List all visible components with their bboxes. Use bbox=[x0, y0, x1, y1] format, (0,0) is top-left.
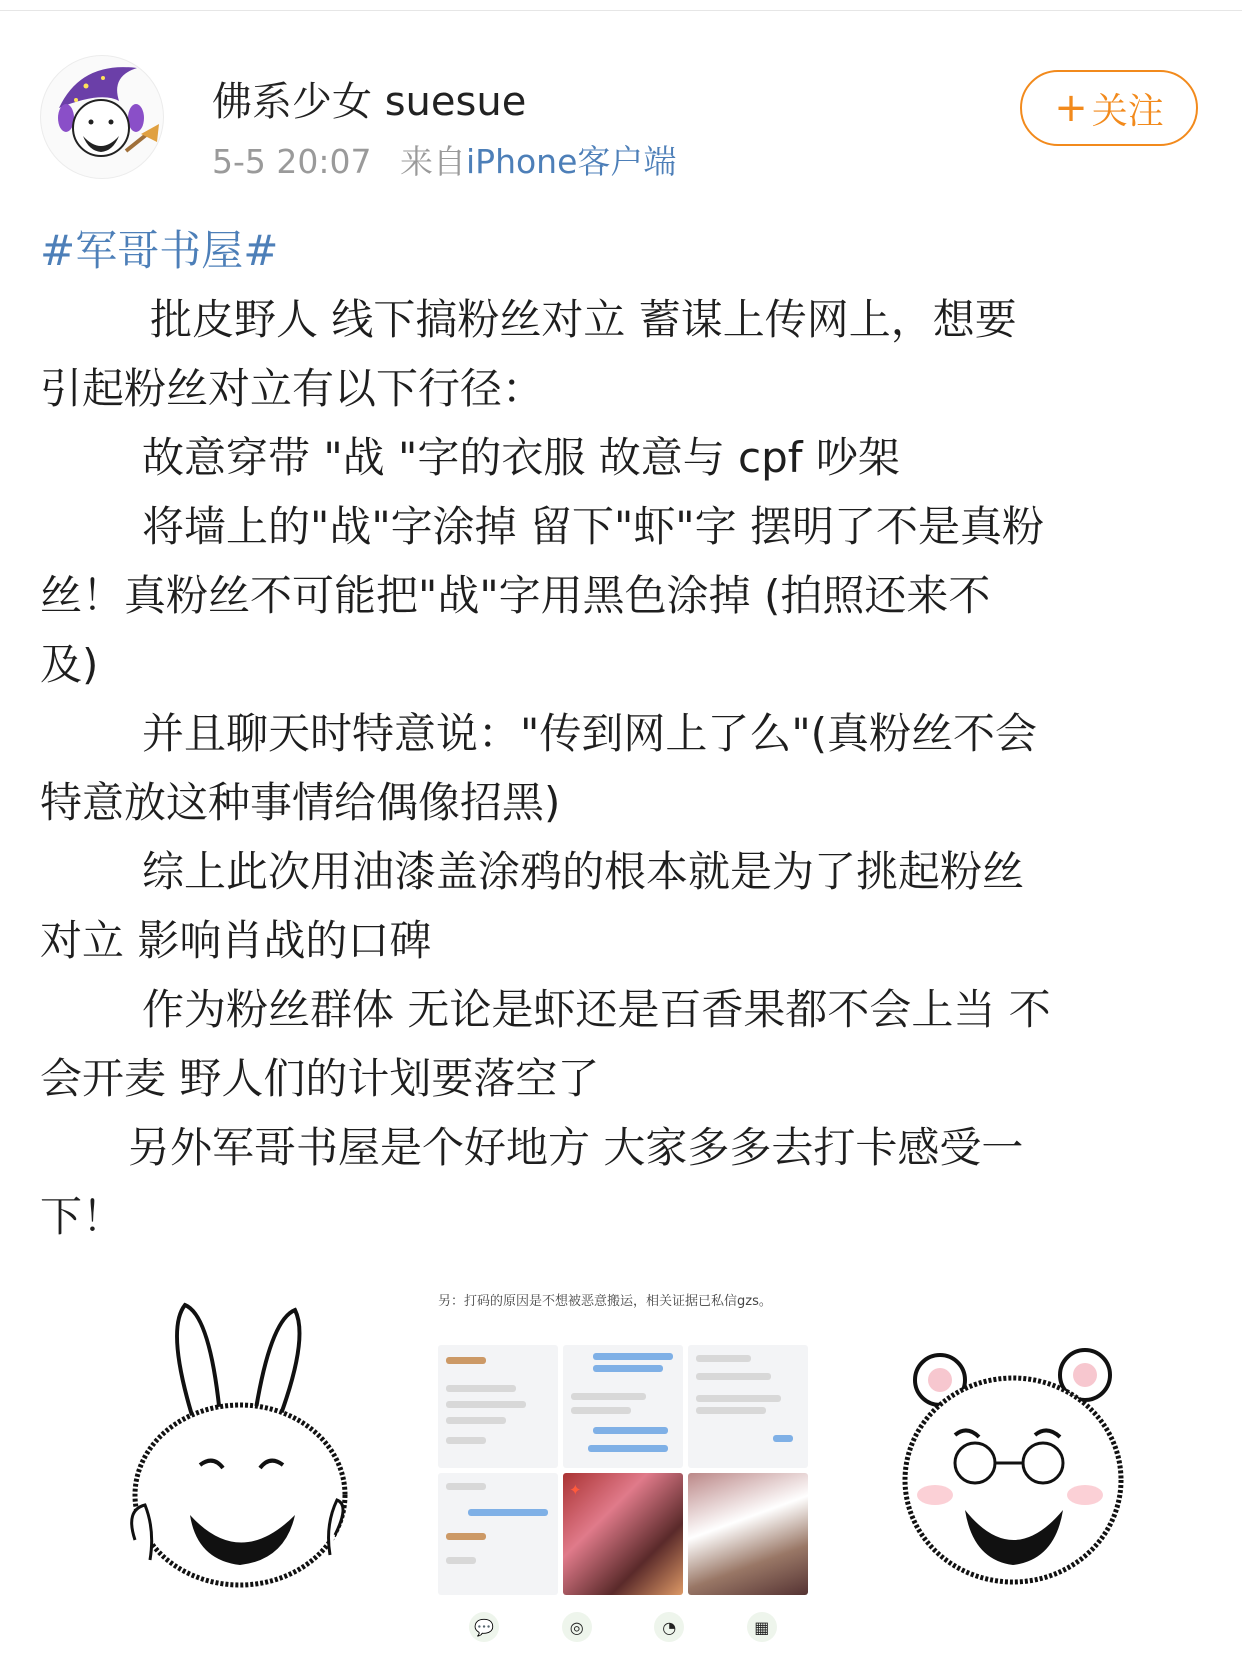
post-line: 对立 影响肖战的口碑 bbox=[40, 916, 432, 965]
top-divider bbox=[0, 10, 1242, 11]
post-line: 综上此次用油漆盖涂鸦的根本就是为了挑起粉丝 bbox=[142, 847, 1025, 896]
post-line: 另外军哥书屋是个好地方 大家多多去打卡感受一 bbox=[128, 1123, 1024, 1172]
post-line: 下！ bbox=[40, 1192, 125, 1241]
chat-screenshot bbox=[438, 1473, 558, 1596]
photo-sticker-mark: ✦ bbox=[569, 1480, 582, 1499]
bear-sticker-icon bbox=[895, 1345, 1135, 1595]
photo-graffiti-wall bbox=[563, 1473, 683, 1596]
hashtag-link[interactable]: #军哥书屋# bbox=[40, 226, 279, 275]
wizard-avatar-icon bbox=[41, 56, 163, 178]
chat-screenshot bbox=[438, 1345, 558, 1468]
collage-caption: 另：打码的原因是不想被恶意搬运，相关证据已私信gzs。 bbox=[438, 1294, 772, 1309]
wechat-icon: 💬 bbox=[469, 1612, 499, 1642]
post-image-bunny[interactable] bbox=[125, 1290, 355, 1590]
follow-button[interactable] bbox=[1020, 70, 1198, 146]
source-prefix: 来自 bbox=[400, 142, 466, 181]
photo-street-scene bbox=[688, 1473, 808, 1596]
post-line: 批皮野人 线下搞粉丝对立 蓄谋上传网上，想要 bbox=[150, 295, 1017, 344]
qq-icon: ◔ bbox=[654, 1612, 684, 1642]
post-line: 作为粉丝群体 无论是虾还是百香果都不会上当 不 bbox=[142, 985, 1051, 1034]
post-line: 并且聊天时特意说："传到网上了么"(真粉丝不会 bbox=[142, 709, 1038, 758]
post-source-link[interactable]: iPhone客户端 bbox=[466, 142, 677, 181]
moments-icon: ◎ bbox=[562, 1612, 592, 1642]
author-name[interactable]: 佛系少女 suesue bbox=[212, 79, 527, 125]
post-meta bbox=[212, 136, 676, 183]
save-image-icon: ▦ bbox=[747, 1612, 777, 1642]
share-row bbox=[438, 1607, 808, 1647]
follow-label: 关注 bbox=[1091, 90, 1164, 132]
plus-icon: + bbox=[1054, 85, 1088, 131]
post-line: 引起粉丝对立有以下行径： bbox=[40, 364, 545, 413]
collage-grid bbox=[438, 1345, 808, 1595]
post-line: 特意放这种事情给偶像招黑) bbox=[40, 778, 561, 827]
post-line: 及) bbox=[40, 640, 99, 689]
chat-screenshot bbox=[563, 1345, 683, 1468]
chat-screenshot bbox=[688, 1345, 808, 1468]
post-line: 丝！真粉丝不可能把"战"字用黑色涂掉 (拍照还来不 bbox=[40, 571, 991, 620]
bunny-sticker-icon bbox=[125, 1290, 355, 1590]
avatar[interactable] bbox=[40, 55, 164, 179]
post-timestamp: 5-5 20:07 bbox=[212, 142, 372, 181]
post-line: 将墙上的"战"字涂掉 留下"虾"字 摆明了不是真粉 bbox=[142, 502, 1044, 551]
post-body bbox=[40, 216, 1210, 1251]
post-line: 故意穿带 "战 "字的衣服 故意与 cpf 吵架 bbox=[142, 433, 900, 482]
post-line: 会开麦 野人们的计划要落空了 bbox=[40, 1054, 600, 1103]
post-image-collage[interactable] bbox=[438, 1285, 808, 1659]
post-image-bear[interactable] bbox=[895, 1345, 1135, 1595]
